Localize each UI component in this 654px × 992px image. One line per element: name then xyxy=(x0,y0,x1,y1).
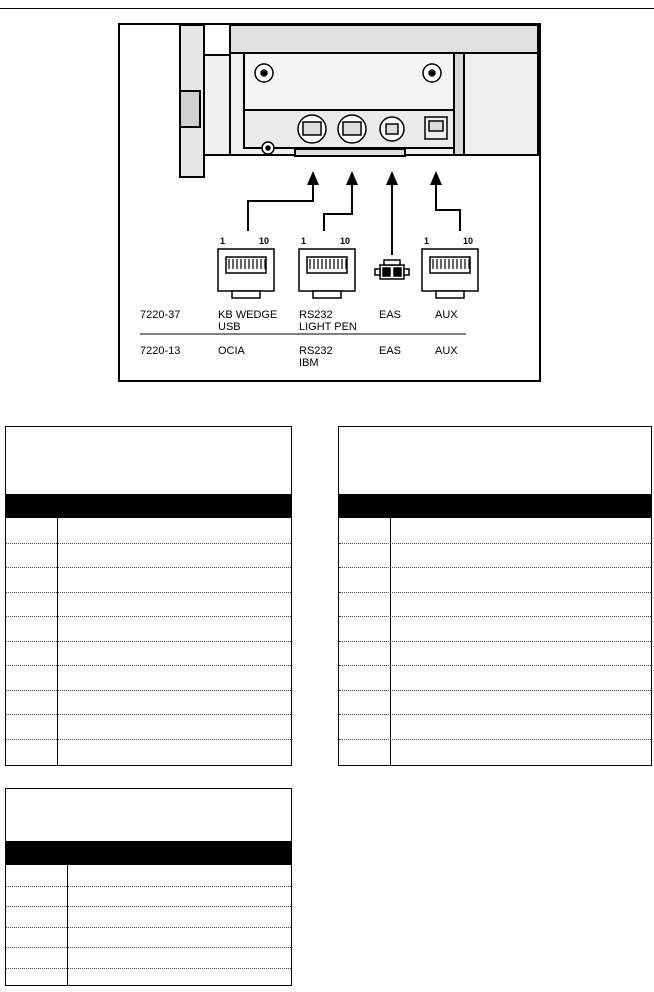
table-row xyxy=(6,739,291,740)
table-row xyxy=(6,543,291,544)
table-row xyxy=(6,886,291,887)
table-row xyxy=(339,714,651,715)
hinge-panel xyxy=(204,55,230,155)
pin-start-label-1: 1 xyxy=(220,236,226,246)
pin-table-left xyxy=(5,426,292,766)
table-row xyxy=(6,714,291,715)
table-row xyxy=(339,665,651,666)
connector-figure xyxy=(118,23,541,382)
model-b-port-4: AUX xyxy=(435,345,458,357)
model-a-label: 7220-37 xyxy=(140,309,181,321)
pin-end-label-1: 10 xyxy=(259,236,270,246)
table-row xyxy=(6,906,291,907)
table-left-header xyxy=(6,494,291,518)
arrow-4-line xyxy=(436,183,460,231)
table-bottom-header xyxy=(6,841,291,865)
table-right-column-divider xyxy=(390,494,391,765)
pin-end-label-4: 10 xyxy=(463,236,474,246)
bracket-latch xyxy=(180,91,200,127)
table-row xyxy=(6,616,291,617)
table-row xyxy=(339,543,651,544)
pin-start-label-4: 1 xyxy=(424,236,430,246)
model-a-port-1: KB WEDGE USB xyxy=(218,309,278,333)
pin-start-label-2: 1 xyxy=(301,236,307,246)
model-b-port-3: EAS xyxy=(379,345,402,357)
table-row xyxy=(339,592,651,593)
arrow-1-head xyxy=(307,171,319,185)
model-b-port-2: RS232 IBM xyxy=(299,345,333,369)
pin-table-right xyxy=(338,426,652,766)
arrow-2-line xyxy=(324,183,352,231)
arrow-1-line xyxy=(248,183,313,231)
table-bottom-column-divider xyxy=(67,841,68,985)
port-rail xyxy=(295,149,405,156)
table-row xyxy=(6,641,291,642)
pin-table-bottom xyxy=(5,788,292,986)
table-row xyxy=(6,947,291,948)
housing-top-plate xyxy=(230,25,538,53)
table-right-header xyxy=(339,494,651,518)
table-row xyxy=(6,690,291,691)
arrow-3-head xyxy=(386,171,398,185)
table-row xyxy=(6,968,291,969)
arrow-2-head xyxy=(346,171,358,185)
page-top-rule xyxy=(0,8,654,9)
model-a-port-2: RS232 LIGHT PEN xyxy=(299,309,357,333)
model-a-port-4: AUX xyxy=(435,309,458,321)
table-row xyxy=(339,641,651,642)
table-row xyxy=(339,567,651,568)
model-b-label: 7220-13 xyxy=(140,345,181,357)
model-b-port-1: OCIA xyxy=(218,345,245,357)
pin-end-label-2: 10 xyxy=(340,236,351,246)
model-a-port-3: EAS xyxy=(379,309,402,321)
table-row xyxy=(339,690,651,691)
table-row xyxy=(6,927,291,928)
table-row xyxy=(339,739,651,740)
table-row xyxy=(6,665,291,666)
table-row xyxy=(339,616,651,617)
table-left-column-divider xyxy=(57,494,58,765)
arrow-4-head xyxy=(430,171,442,185)
table-row xyxy=(6,592,291,593)
table-row xyxy=(6,567,291,568)
right-wall xyxy=(454,53,464,155)
